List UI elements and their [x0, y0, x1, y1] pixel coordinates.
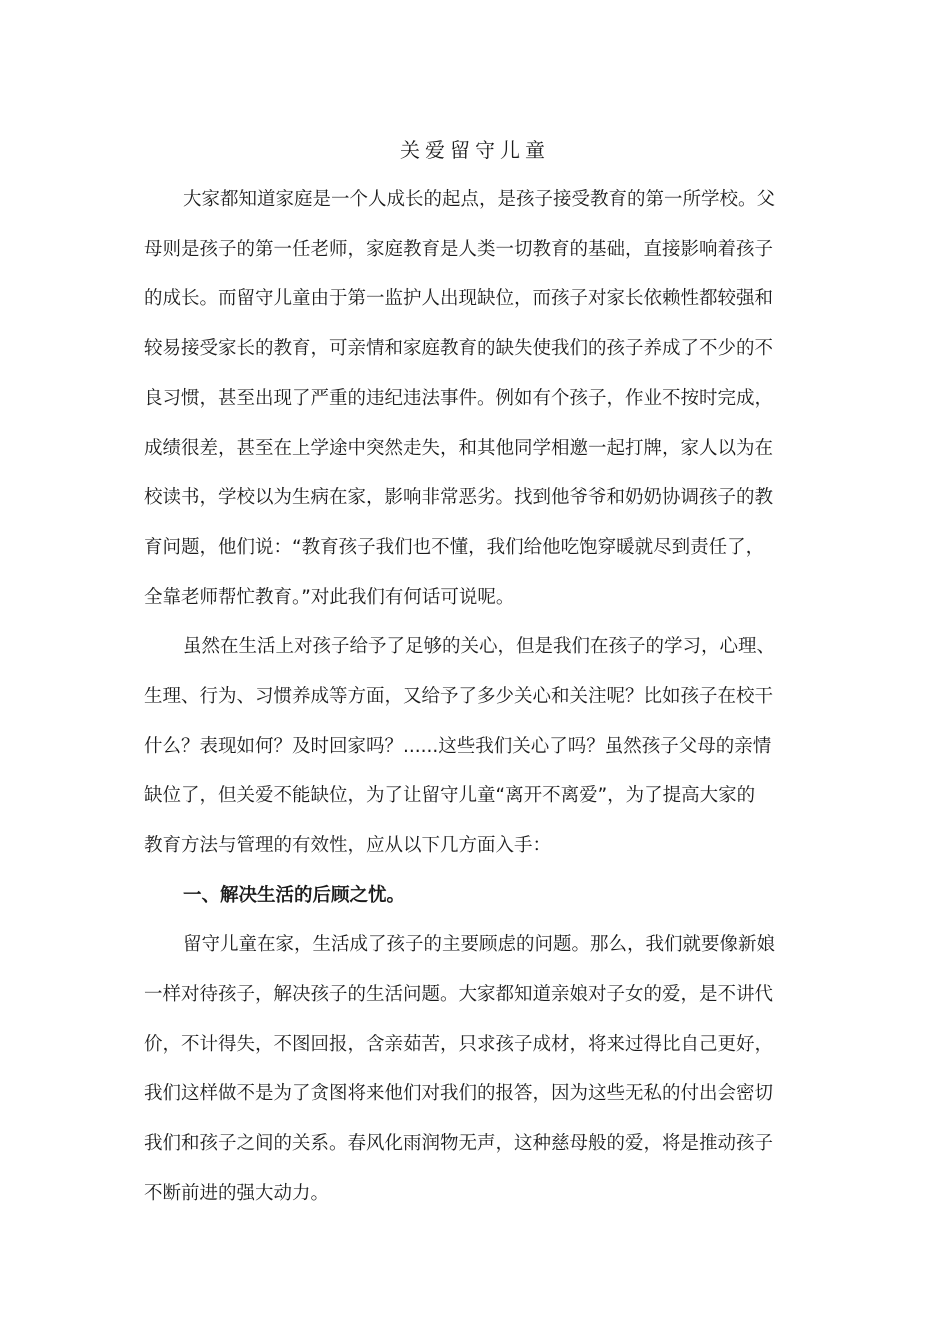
paragraph-1-line-6: 成绩很差，甚至在上学途中突然走失，和其他同学相邀一起打牌，家人以为在	[144, 438, 774, 459]
paragraph-3-line-5: 我们和孩子之间的关系。春风化雨润物无声，这种慈母般的爱，将是推动孩子	[144, 1133, 774, 1154]
paragraph-2-line-5: 教育方法与管理的有效性，应从以下几方面入手：	[144, 835, 552, 856]
paragraph-3-line-1: 留守儿童在家，生活成了孩子的主要顾虑的问题。那么，我们就要像新娘	[183, 934, 776, 955]
paragraph-3-line-6: 不断前进的强大动力。	[144, 1183, 330, 1204]
paragraph-2-line-3: 什么？表现如何？及时回家吗？......这些我们关心了吗？虽然孩子父母的亲情	[144, 736, 772, 757]
paragraph-1-line-7: 校读书，学校以为生病在家，影响非常恶劣。找到他爷爷和奶奶协调孩子的教	[144, 487, 774, 508]
paragraph-1-line-9: 全靠老师帮忙教育。”对此我们有何话可说呢。	[144, 587, 515, 608]
paragraph-3-line-2: 一样对待孩子，解决孩子的生活问题。大家都知道亲娘对子女的爱，是不讲代	[144, 984, 774, 1005]
section-heading-1: 一、解决生活的后顾之忧。	[183, 885, 406, 906]
paragraph-1-line-5: 良习惯，甚至出现了严重的违纪违法事件。例如有个孩子，作业不按时完成，	[144, 388, 774, 409]
paragraph-1-line-4: 较易接受家长的教育，可亲情和家庭教育的缺失使我们的孩子养成了不少的不	[144, 338, 774, 359]
paragraph-3-line-3: 价，不计得失，不图回报，含亲茹苦，只求孩子成材，将来过得比自己更好，	[144, 1034, 774, 1055]
document-title: 关爱留守儿童	[400, 138, 550, 162]
paragraph-1-line-3: 的成长。而留守儿童由于第一监护人出现缺位，而孩子对家长依赖性都较强和	[144, 288, 774, 309]
paragraph-2-line-2: 生理、行为、习惯养成等方面，又给予了多少关心和关注呢？比如孩子在校干	[144, 686, 774, 707]
paragraph-2-line-1: 虽然在生活上对孩子给予了足够的关心，但是我们在孩子的学习，心理、	[183, 636, 776, 657]
paragraph-1-line-1: 大家都知道家庭是一个人成长的起点，是孩子接受教育的第一所学校。父	[183, 189, 776, 210]
paragraph-1-line-8: 育问题，他们说：“教育孩子我们也不懂，我们给他吃饱穿暖就尽到责任了，	[144, 537, 765, 558]
paragraph-2-line-4: 缺位了，但关爱不能缺位，为了让留守儿童“离开不离爱”，为了提高大家的	[144, 785, 756, 806]
paragraph-3-line-4: 我们这样做不是为了贪图将来他们对我们的报答，因为这些无私的付出会密切	[144, 1083, 774, 1104]
paragraph-1-line-2: 母则是孩子的第一任老师，家庭教育是人类一切教育的基础，直接影响着孩子	[144, 239, 774, 260]
